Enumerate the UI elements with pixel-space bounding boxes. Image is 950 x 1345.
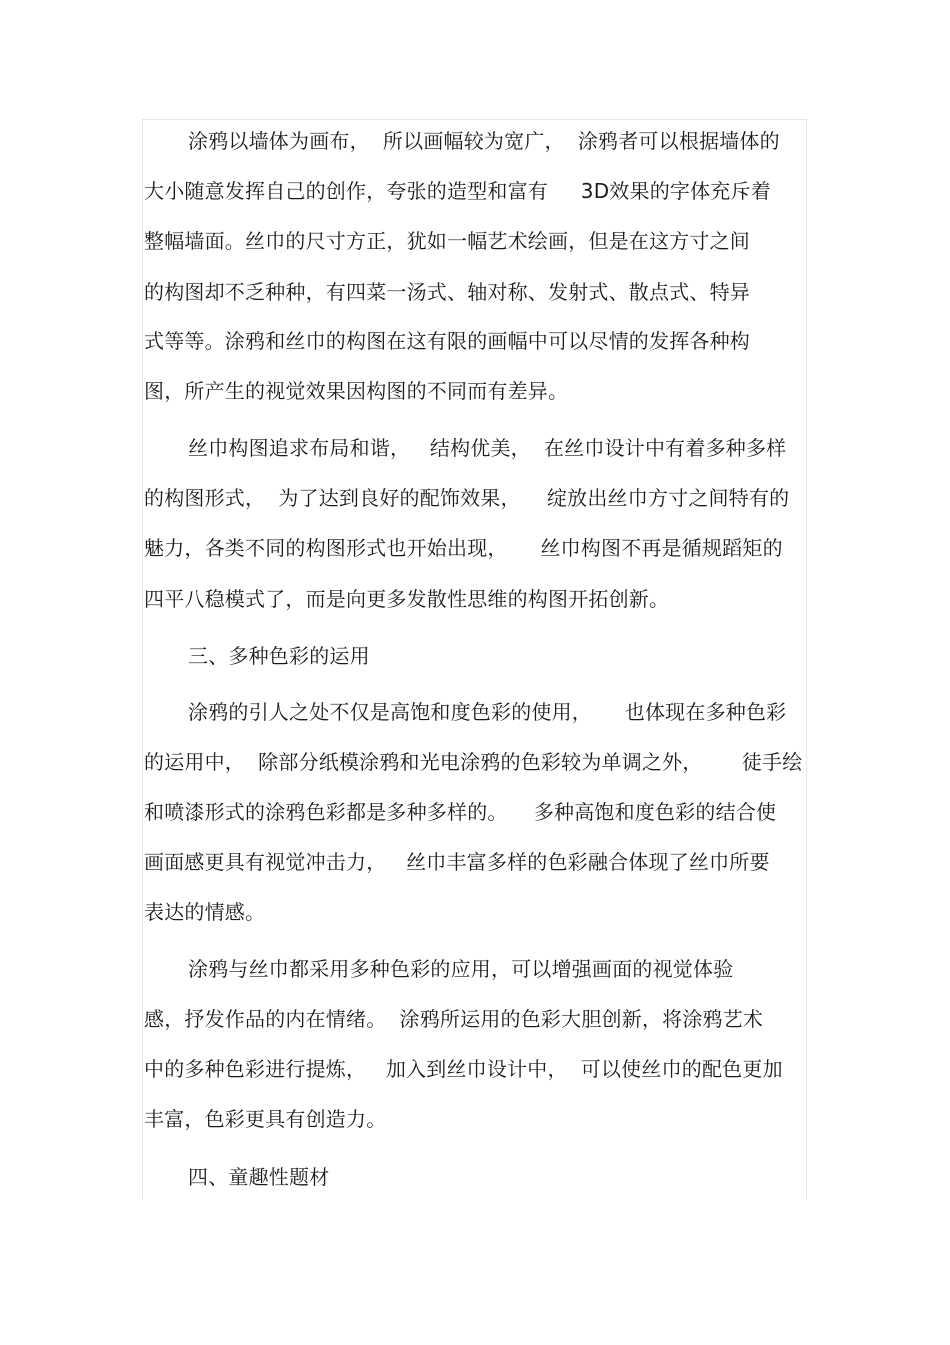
- paragraph-1-line-3: 整幅墙面。丝巾的尺寸方正，犹如一幅艺术绘画，但是在这方寸之间: [144, 229, 750, 253]
- section-heading-4: 四、童趣性题材: [188, 1165, 330, 1189]
- paragraph-1-line-5: 式等等。涂鸦和丝巾的构图在这有限的画幅中可以尽情的发挥各种构: [144, 329, 750, 353]
- paragraph-2-line-4: 四平八稳模式了，而是向更多发散性思维的构图开拓创新。: [144, 587, 670, 611]
- paragraph-4-line-4: 丰富，色彩更具有创造力。: [144, 1107, 387, 1131]
- paragraph-3-line-3: 和喷漆形式的涂鸦色彩都是多种多样的。 多种高饱和度色彩的结合使: [144, 800, 777, 824]
- paragraph-2-line-2: 的构图形式， 为了达到良好的配饰效果， 绽放出丝巾方寸之间特有的: [144, 486, 790, 510]
- paragraph-2-line-1: 丝巾构图追求布局和谐， 结构优美， 在丝巾设计中有着多种多样: [188, 436, 787, 460]
- paragraph-4-line-3: 中的多种色彩进行提炼， 加入到丝巾设计中， 可以使丝巾的配色更加: [144, 1057, 783, 1081]
- paragraph-3-line-1: 涂鸦的引人之处不仅是高饱和度色彩的使用， 也体现在多种色彩: [188, 700, 787, 724]
- paragraph-3-line-5: 表达的情感。: [144, 900, 266, 924]
- paragraph-1-line-4: 的构图却不乏种种，有四菜一汤式、轴对称、发射式、散点式、特异: [144, 280, 750, 304]
- section-heading-3: 三、多种色彩的运用: [188, 644, 370, 668]
- paragraph-1-line-6: 图，所产生的视觉效果因构图的不同而有差异。: [144, 379, 569, 403]
- paragraph-1-line-2: 大小随意发挥自己的创作，夸张的造型和富有 3D效果的字体充斥着: [144, 179, 771, 203]
- paragraph-3-line-2: 的运用中， 除部分纸模涂鸦和光电涂鸦的色彩较为单调之外， 徒手绘: [144, 750, 803, 774]
- paragraph-1-line-1: 涂鸦以墙体为画布， 所以画幅较为宽广， 涂鸦者可以根据墙体的: [188, 129, 780, 153]
- paragraph-4-line-2: 感，抒发作品的内在情绪。 涂鸦所运用的色彩大胆创新，将涂鸦艺术: [144, 1007, 764, 1031]
- paragraph-2-line-3: 魅力，各类不同的构图形式也开始出现， 丝巾构图不再是循规蹈矩的: [144, 536, 783, 560]
- paragraph-3-line-4: 画面感更具有视觉冲击力， 丝巾丰富多样的色彩融合体现了丝巾所要: [144, 850, 770, 874]
- paragraph-4-line-1: 涂鸦与丝巾都采用多种色彩的应用，可以增强画面的视觉体验: [188, 957, 734, 981]
